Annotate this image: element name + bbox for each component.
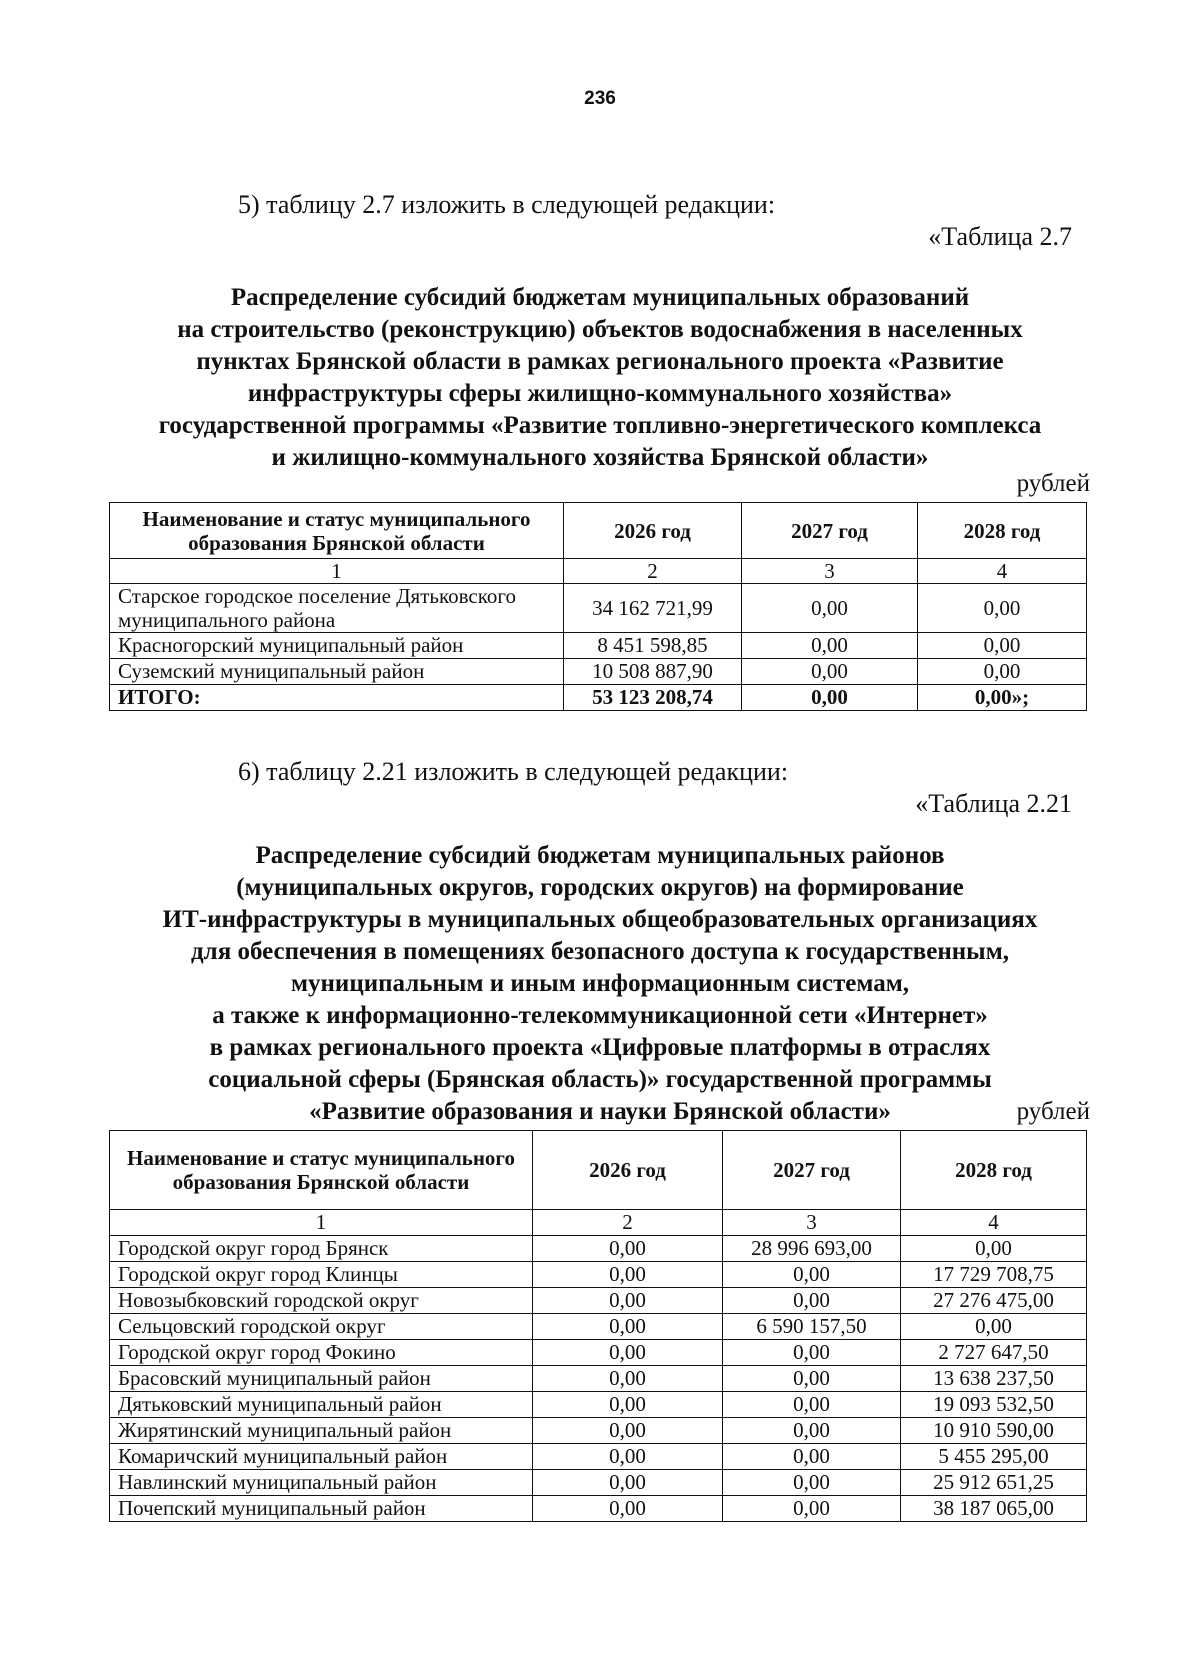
- row-value-2028: 25 912 651,25: [901, 1470, 1087, 1496]
- index-cell: 1: [110, 559, 564, 584]
- table-2-21-unit: рублей: [1016, 1098, 1090, 1125]
- row-value-2027: 28 996 693,00: [723, 1236, 901, 1262]
- row-value-2026: 0,00: [533, 1236, 723, 1262]
- row-value-2028: 13 638 237,50: [901, 1366, 1087, 1392]
- row-value-2028: 5 455 295,00: [901, 1444, 1087, 1470]
- header-2027: 2027 год: [723, 1131, 901, 1210]
- table-row: [110, 633, 1087, 659]
- row-name: Городской округ город Брянск: [110, 1236, 533, 1262]
- row-value-2027: 0,00: [742, 633, 918, 659]
- table-row: [110, 1314, 1087, 1340]
- table-row: [110, 1496, 1087, 1522]
- row-value-2028: 17 729 708,75: [901, 1262, 1087, 1288]
- title-line: муниципальным и иным информационным системам,: [291, 970, 909, 997]
- row-name: Навлинский муниципальный район: [110, 1470, 533, 1496]
- table-row: [110, 659, 1087, 685]
- row-name: Суземский муниципальный район: [110, 659, 564, 685]
- row-name: Красногорский муниципальный район: [110, 633, 564, 659]
- table-row: [110, 1418, 1087, 1444]
- row-value-2028: 0,00: [901, 1314, 1087, 1340]
- total-2026: 53 123 208,74: [564, 685, 742, 711]
- title-line: для обеспечения в помещениях безопасного доступа к государственным,: [191, 938, 1009, 965]
- row-value-2027: 6 590 157,50: [723, 1314, 901, 1340]
- table-row: [110, 1366, 1087, 1392]
- table-2-7-reference: «Таблица 2.7: [928, 222, 1072, 251]
- header-2027: 2027 год: [742, 503, 918, 559]
- row-value-2027: 0,00: [723, 1392, 901, 1418]
- row-value-2026: 0,00: [533, 1366, 723, 1392]
- row-value-2026: 10 508 887,90: [564, 659, 742, 685]
- row-name: Новозыбковский городской округ: [110, 1288, 533, 1314]
- total-2028: 0,00»;: [918, 685, 1087, 711]
- row-name: Почепский муниципальный район: [110, 1496, 533, 1522]
- row-value-2026: 0,00: [533, 1496, 723, 1522]
- row-name: Сельцовский городской округ: [110, 1314, 533, 1340]
- row-value-2028: 2 727 647,50: [901, 1340, 1087, 1366]
- title-line: на строительство (реконструкцию) объектов водоснабжения в населенных: [177, 316, 1023, 343]
- title-line: государственной программы «Развитие топливно-энергетического комплекса: [158, 412, 1042, 439]
- title-line: ИТ-инфраструктуры в муниципальных общеобразовательных организациях: [162, 906, 1038, 933]
- row-value-2026: 0,00: [533, 1470, 723, 1496]
- header-2026: 2026 год: [533, 1131, 723, 1210]
- row-value-2027: 0,00: [723, 1262, 901, 1288]
- header-2028: 2028 год: [901, 1131, 1087, 1210]
- row-value-2027: 0,00: [742, 659, 918, 685]
- index-cell: 4: [901, 1210, 1087, 1236]
- title-line: и жилищно-коммунального хозяйства Брянской области»: [271, 444, 929, 471]
- table-row: [110, 1392, 1087, 1418]
- table-row: [110, 1470, 1087, 1496]
- title-line: инфраструктуры сферы жилищно-коммунального хозяйства»: [247, 380, 953, 407]
- section-6-instruction: 6) таблицу 2.21 изложить в следующей редакции:: [238, 757, 789, 786]
- table-2-21-title: [100, 840, 1100, 1128]
- index-cell: 3: [742, 559, 918, 584]
- header-2026: 2026 год: [564, 503, 742, 559]
- index-cell: 2: [533, 1210, 723, 1236]
- table-2-7-unit: рублей: [1016, 470, 1090, 497]
- title-line: пунктах Брянской области в рамках регионального проекта «Развитие: [196, 348, 1004, 375]
- table-header-row: [110, 1131, 1087, 1210]
- row-value-2027: 0,00: [723, 1444, 901, 1470]
- row-name: Городской округ город Клинцы: [110, 1262, 533, 1288]
- row-value-2027: 0,00: [723, 1340, 901, 1366]
- table-header-row: [110, 503, 1087, 559]
- row-value-2027: 0,00: [723, 1496, 901, 1522]
- title-line: в рамках регионального проекта «Цифровые платформы в отраслях: [209, 1034, 991, 1061]
- row-name: Старское городское поселение Дятьковского муниципального района: [110, 584, 564, 633]
- table-row: [110, 1444, 1087, 1470]
- title-line: Распределение субсидий бюджетам муниципальных районов: [255, 842, 945, 869]
- title-line: а также к информационно-телекоммуникационной сети «Интернет»: [212, 1002, 988, 1029]
- row-value-2027: 0,00: [723, 1470, 901, 1496]
- table-2-21-reference: «Таблица 2.21: [915, 789, 1072, 818]
- table-row: [110, 1288, 1087, 1314]
- row-value-2026: 0,00: [533, 1314, 723, 1340]
- row-name: Дятьковский муниципальный район: [110, 1392, 533, 1418]
- row-name: Жирятинский муниципальный район: [110, 1418, 533, 1444]
- row-name: Брасовский муниципальный район: [110, 1366, 533, 1392]
- row-value-2026: 0,00: [533, 1392, 723, 1418]
- row-value-2026: 0,00: [533, 1340, 723, 1366]
- table-row: [110, 1262, 1087, 1288]
- row-value-2028: 19 093 532,50: [901, 1392, 1087, 1418]
- row-value-2026: 0,00: [533, 1418, 723, 1444]
- table-2-7: [109, 502, 1087, 711]
- total-row: [110, 685, 1087, 711]
- row-value-2026: 0,00: [533, 1262, 723, 1288]
- title-line: (муниципальных округов, городских округов) на формирование: [236, 874, 964, 901]
- column-index-row: [110, 1210, 1087, 1236]
- index-cell: 2: [564, 559, 742, 584]
- title-line: «Развитие образования и науки Брянской области»: [309, 1098, 891, 1125]
- header-name: Наименование и статус муниципального образования Брянской области: [110, 503, 564, 559]
- row-value-2028: 38 187 065,00: [901, 1496, 1087, 1522]
- header-name: Наименование и статус муниципального образования Брянской области: [110, 1131, 533, 1210]
- table-row: [110, 584, 1087, 633]
- row-value-2027: 0,00: [723, 1288, 901, 1314]
- row-value-2028: 0,00: [901, 1236, 1087, 1262]
- page-number: 236: [584, 88, 616, 109]
- row-value-2028: 10 910 590,00: [901, 1418, 1087, 1444]
- title-line: Распределение субсидий бюджетам муниципальных образований: [230, 284, 970, 311]
- row-value-2027: 0,00: [723, 1418, 901, 1444]
- table-row: [110, 1236, 1087, 1262]
- index-cell: 1: [110, 1210, 533, 1236]
- section-5-instruction: 5) таблицу 2.7 изложить в следующей редакции:: [238, 190, 776, 219]
- row-name: Городской округ город Фокино: [110, 1340, 533, 1366]
- header-2028: 2028 год: [918, 503, 1087, 559]
- row-value-2026: 0,00: [533, 1288, 723, 1314]
- total-2027: 0,00: [742, 685, 918, 711]
- table-row: [110, 1340, 1087, 1366]
- table-2-21: [109, 1130, 1087, 1522]
- column-index-row: [110, 559, 1087, 584]
- row-value-2027: 0,00: [742, 584, 918, 633]
- row-value-2027: 0,00: [723, 1366, 901, 1392]
- row-value-2026: 34 162 721,99: [564, 584, 742, 633]
- row-name: Комаричский муниципальный район: [110, 1444, 533, 1470]
- row-value-2028: 0,00: [918, 633, 1087, 659]
- row-value-2028: 27 276 475,00: [901, 1288, 1087, 1314]
- table-2-7-title: [100, 282, 1100, 474]
- row-value-2028: 0,00: [918, 659, 1087, 685]
- row-value-2028: 0,00: [918, 584, 1087, 633]
- row-value-2026: 0,00: [533, 1444, 723, 1470]
- title-line: социальной сферы (Брянская область)» государственной программы: [208, 1066, 992, 1093]
- index-cell: 4: [918, 559, 1087, 584]
- total-label: ИТОГО:: [110, 685, 564, 711]
- row-value-2026: 8 451 598,85: [564, 633, 742, 659]
- index-cell: 3: [723, 1210, 901, 1236]
